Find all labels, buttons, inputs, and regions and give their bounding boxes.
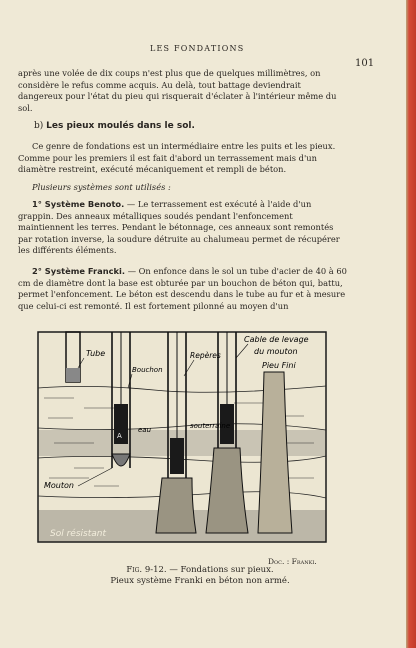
book-spine-edge [406,0,416,648]
label-souterraine: souterraine [190,422,231,430]
system-francki-name: 2° Système Francki. [32,266,126,276]
figure-caption [100,565,300,587]
credit-prefix: Doc. : [268,557,290,566]
caption-fig-number: Fig. 9-12. [126,565,167,575]
system-benoto-name: 1° Système Benoto. [32,199,125,209]
label-cable: Cable de levage [244,335,309,344]
system-benoto [18,199,348,257]
paragraph-continuation: après une volée de dix coups n'est plus que de quelques millimètres, on considère le refus comme acquis. Au delà, tout battage deviendrait dangereux pour l'état du pieu qui risquerait d'éclater à l'intérieur même du sol. [18,68,337,113]
section-letter: b) [34,121,44,131]
label-du-mouton: du mouton [254,347,298,356]
label-tube: Tube [86,349,106,358]
label-reperes: Repères [190,351,221,360]
caption-title: — Fondations sur pieux. [166,565,274,575]
running-head: LES FONDATIONS [150,44,245,53]
system-benoto-text: — Le terrassement est exécuté à l'aide d'un grappin. Des anneaux métalliques soudés pendant l'enfoncement maintiennent les terres. Pendant le bétonnage, ces anneaux sont remontés par rotation inverse, la soudure détruite au chalumeau permet de récupérer les différents éléments. [18,199,340,255]
label-bouchon: Bouchon [132,366,163,374]
section-heading [34,121,195,131]
system-francki-text: — On enfonce dans le sol un tube d'acier de 40 à 60 cm de diamètre dont la base est obturée par un bouchon de béton qui, battu, permet l'enfoncement. Le béton est descendu dans le tube au fur et à mesure que celui-ci est remonté. Il est fortement pilonné au moyen d'un [18,266,347,311]
paragraph-systems: Plusieurs systèmes sont utilisés : [32,182,171,192]
label-mouton: Mouton [44,481,74,490]
page-number: 101 [355,58,375,69]
system-francki [18,266,348,312]
credit-name: Franki. [291,557,317,566]
franki-pile-figure [34,328,330,554]
section-title: Les pieux moulés dans le sol. [46,121,195,131]
label-eau: eau [138,426,152,434]
label-sol-resistant: Sol résistant [50,529,106,539]
paragraph-intro: Ce genre de fondations est un intermédiaire entre les puits et les pieux. Comme pour les premiers il est fait d'abord un terrassement mais d'un diamètre restreint, exécuté mécaniquement et rempli de béton. [18,141,336,174]
caption-line-2: Pieux système Franki en béton non armé. [110,576,290,586]
label-pieu-fini: Pieu Fini [262,361,296,370]
caption-line-1 [100,565,300,576]
label-a: A [117,432,122,440]
